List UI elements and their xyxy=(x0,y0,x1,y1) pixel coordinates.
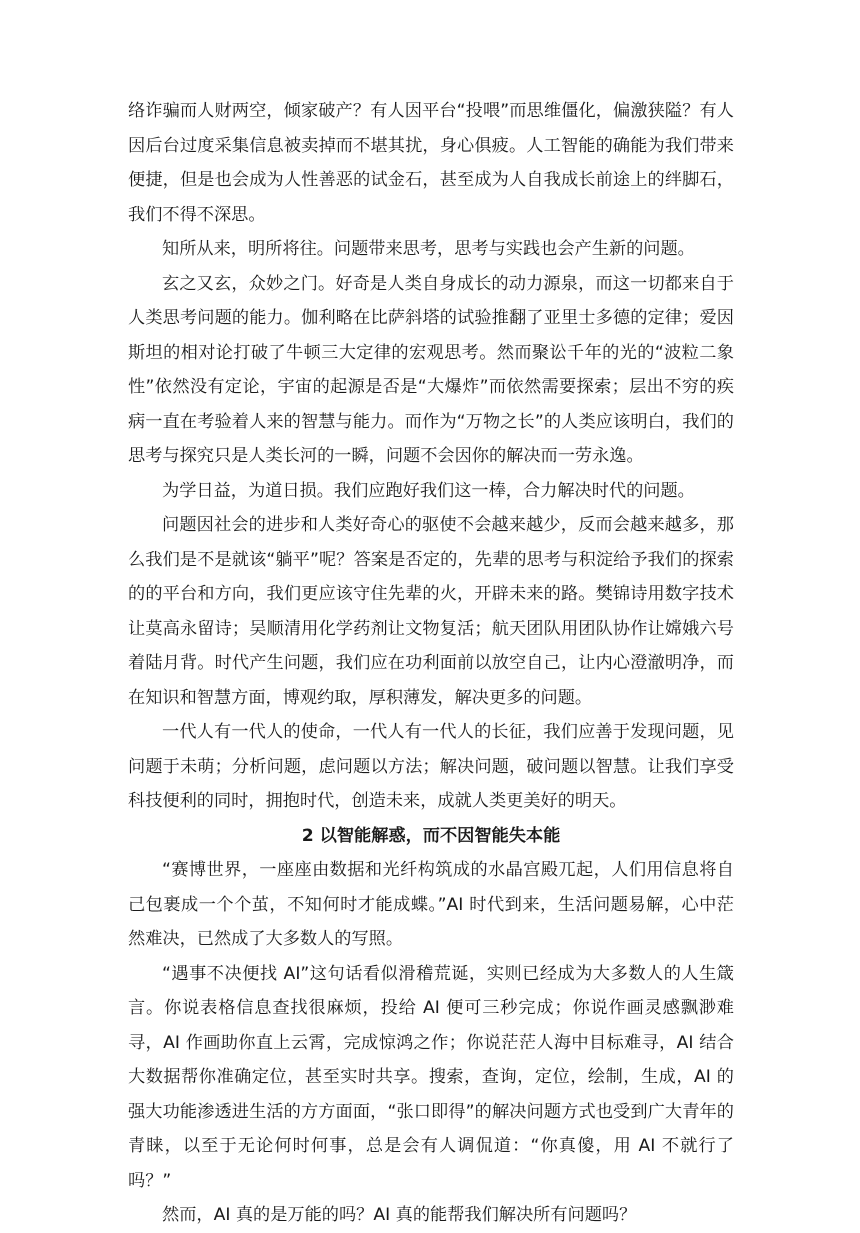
paragraph: “赛博世界，一座座由数据和光纤构筑成的水晶宫殿兀起，人们用信息将自己包裹成一个个茧，不知何时才能成蝶。”AI 时代到来，生活问题易解，心中茫然难决，已然成了大多数人的写照。 xyxy=(128,860,734,949)
document-body xyxy=(128,94,734,1233)
paragraph: “遇事不决便找 AI”这句话看似滑稽荒诞，实则已经成为大多数人的人生箴言。你说表格信息查找很麻烦，投给 AI 便可三秒完成；你说作画灵感飘渺难寻，AI 作画助你直上云霄，完成惊鸿之作；你说茫茫人海中目标难寻，AI 结合大数据帮你准确定位，甚至实时共享。搜索，查询，定位，绘制，生成，AI 的强大功能渗透进生活的方方面面，“张口即得”的解决问题方式也受到广大青年的青睐，以至于无论何时何事，总是会有人调侃道：“你真傻，用 AI 不就行了吗？” xyxy=(128,963,734,1191)
paragraph: 然而，AI 真的是万能的吗？AI 真的能帮我们解决所有问题吗？ xyxy=(162,1205,637,1225)
section-heading: 2 以智能解惑，而不因智能失本能 xyxy=(301,825,561,846)
paragraph: 玄之又玄，众妙之门。好奇是人类自身成长的动力源泉，而这一切都来自于人类思考问题的能力。伽利略在比萨斜塔的试验推翻了亚里士多德的定律；爱因斯坦的相对论打破了牛顿三大定律的宏观思考。然而聚讼千年的光的“波粒二象性”依然没有定论，宇宙的起源是否是“大爆炸”而依然需要探索；层出不穷的疾病一直在考验着人来的智慧与能力。而作为“万物之长”的人类应该明白，我们的思考与探究只是人类长河的一瞬，问题不会因你的解决而一劳永逸。 xyxy=(128,273,734,466)
paragraph-continued: 络诈骗而人财两空，倾家破产？有人因平台“投喂”而思维僵化，偏激狭隘？有人因后台过度采集信息被卖掉而不堪其扰，身心俱疲。人工智能的确能为我们带来便捷，但是也会成为人性善恶的试金石，甚至成为人自我成长前途上的绊脚石，我们不得不深思。 xyxy=(128,101,734,225)
paragraph: 问题因社会的进步和人类好奇心的驱使不会越来越少，反而会越来越多，那么我们是不是就该“躺平”呢？答案是否定的，先辈的思考与积淀给予我们的探索的的平台和方向，我们更应该守住先辈的火，开辟未来的路。樊锦诗用数字技术让莫高永留诗；吴顺清用化学药剂让文物复活；航天团队用团队协作让嫦娥六号着陆月背。时代产生问题，我们应在功利面前以放空自己，让内心澄澈明净，而在知识和智慧方面，博观约取，厚积薄发，解决更多的问题。 xyxy=(128,515,734,708)
paragraph: 为学日益，为道日损。我们应跑好我们这一棒，合力解决时代的问题。 xyxy=(162,480,695,501)
paragraph: 一代人有一代人的使命，一代人有一代人的长征，我们应善于发现问题，见问题于未萌；分析问题，虑问题以方法；解决问题，破问题以智慧。让我们享受科技便利的同时，拥抱时代，创造未来，成就人类更美好的明天。 xyxy=(128,722,734,811)
paragraph: 知所从来，明所将往。问题带来思考，思考与实践也会产生新的问题。 xyxy=(162,239,695,259)
